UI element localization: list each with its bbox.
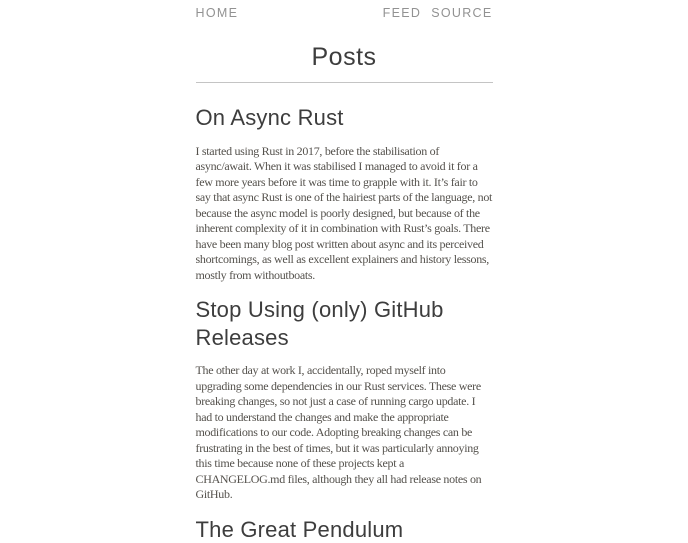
nav-link-feed[interactable]: FEED [383,6,422,20]
posts-list [196,104,493,543]
post-excerpt: The other day at work I, accidentally, roped myself into upgrading some dependencies in our Rust services. These were breaking changes, so not just a case of running cargo update. I had to understand the changes and make the appropriate modifications to our code. Adopting breaking changes can be frustrating in the best of times, but it was particularly annoying this time because none of these projects kept a CHANGELOG.md files, although they all had release notes on GitHub. [196,363,493,503]
post-title-the-great-pendulum[interactable]: The Great Pendulum [196,516,493,543]
nav-link-home[interactable]: HOME [196,6,239,20]
content-column [196,0,493,543]
page-title: Posts [196,42,493,72]
nav-right-group [383,6,493,20]
nav-link-source[interactable]: SOURCE [431,6,492,20]
post-item [196,104,493,283]
post-excerpt: I started using Rust in 2017, before the stabilisation of async/await. When it was stabilised I managed to avoid it for a few more years before it was time to grapple with it. It’s fair to say that async Rust is one of the hairiest parts of the language, not because the async model is poorly designed, but because of the inherent complexity of it in combination with Rust’s goals. There have been many blog post written about async and its perceived shortcomings, as well as excellent explainers and history lessons, mostly from withoutboats. [196,144,493,284]
header-divider [196,82,493,83]
post-item [196,516,493,543]
top-navigation [196,0,493,20]
post-title-stop-using-only-github-releases[interactable]: Stop Using (only) GitHub Releases [196,296,493,351]
post-item [196,296,493,503]
post-title-on-async-rust[interactable]: On Async Rust [196,104,493,132]
